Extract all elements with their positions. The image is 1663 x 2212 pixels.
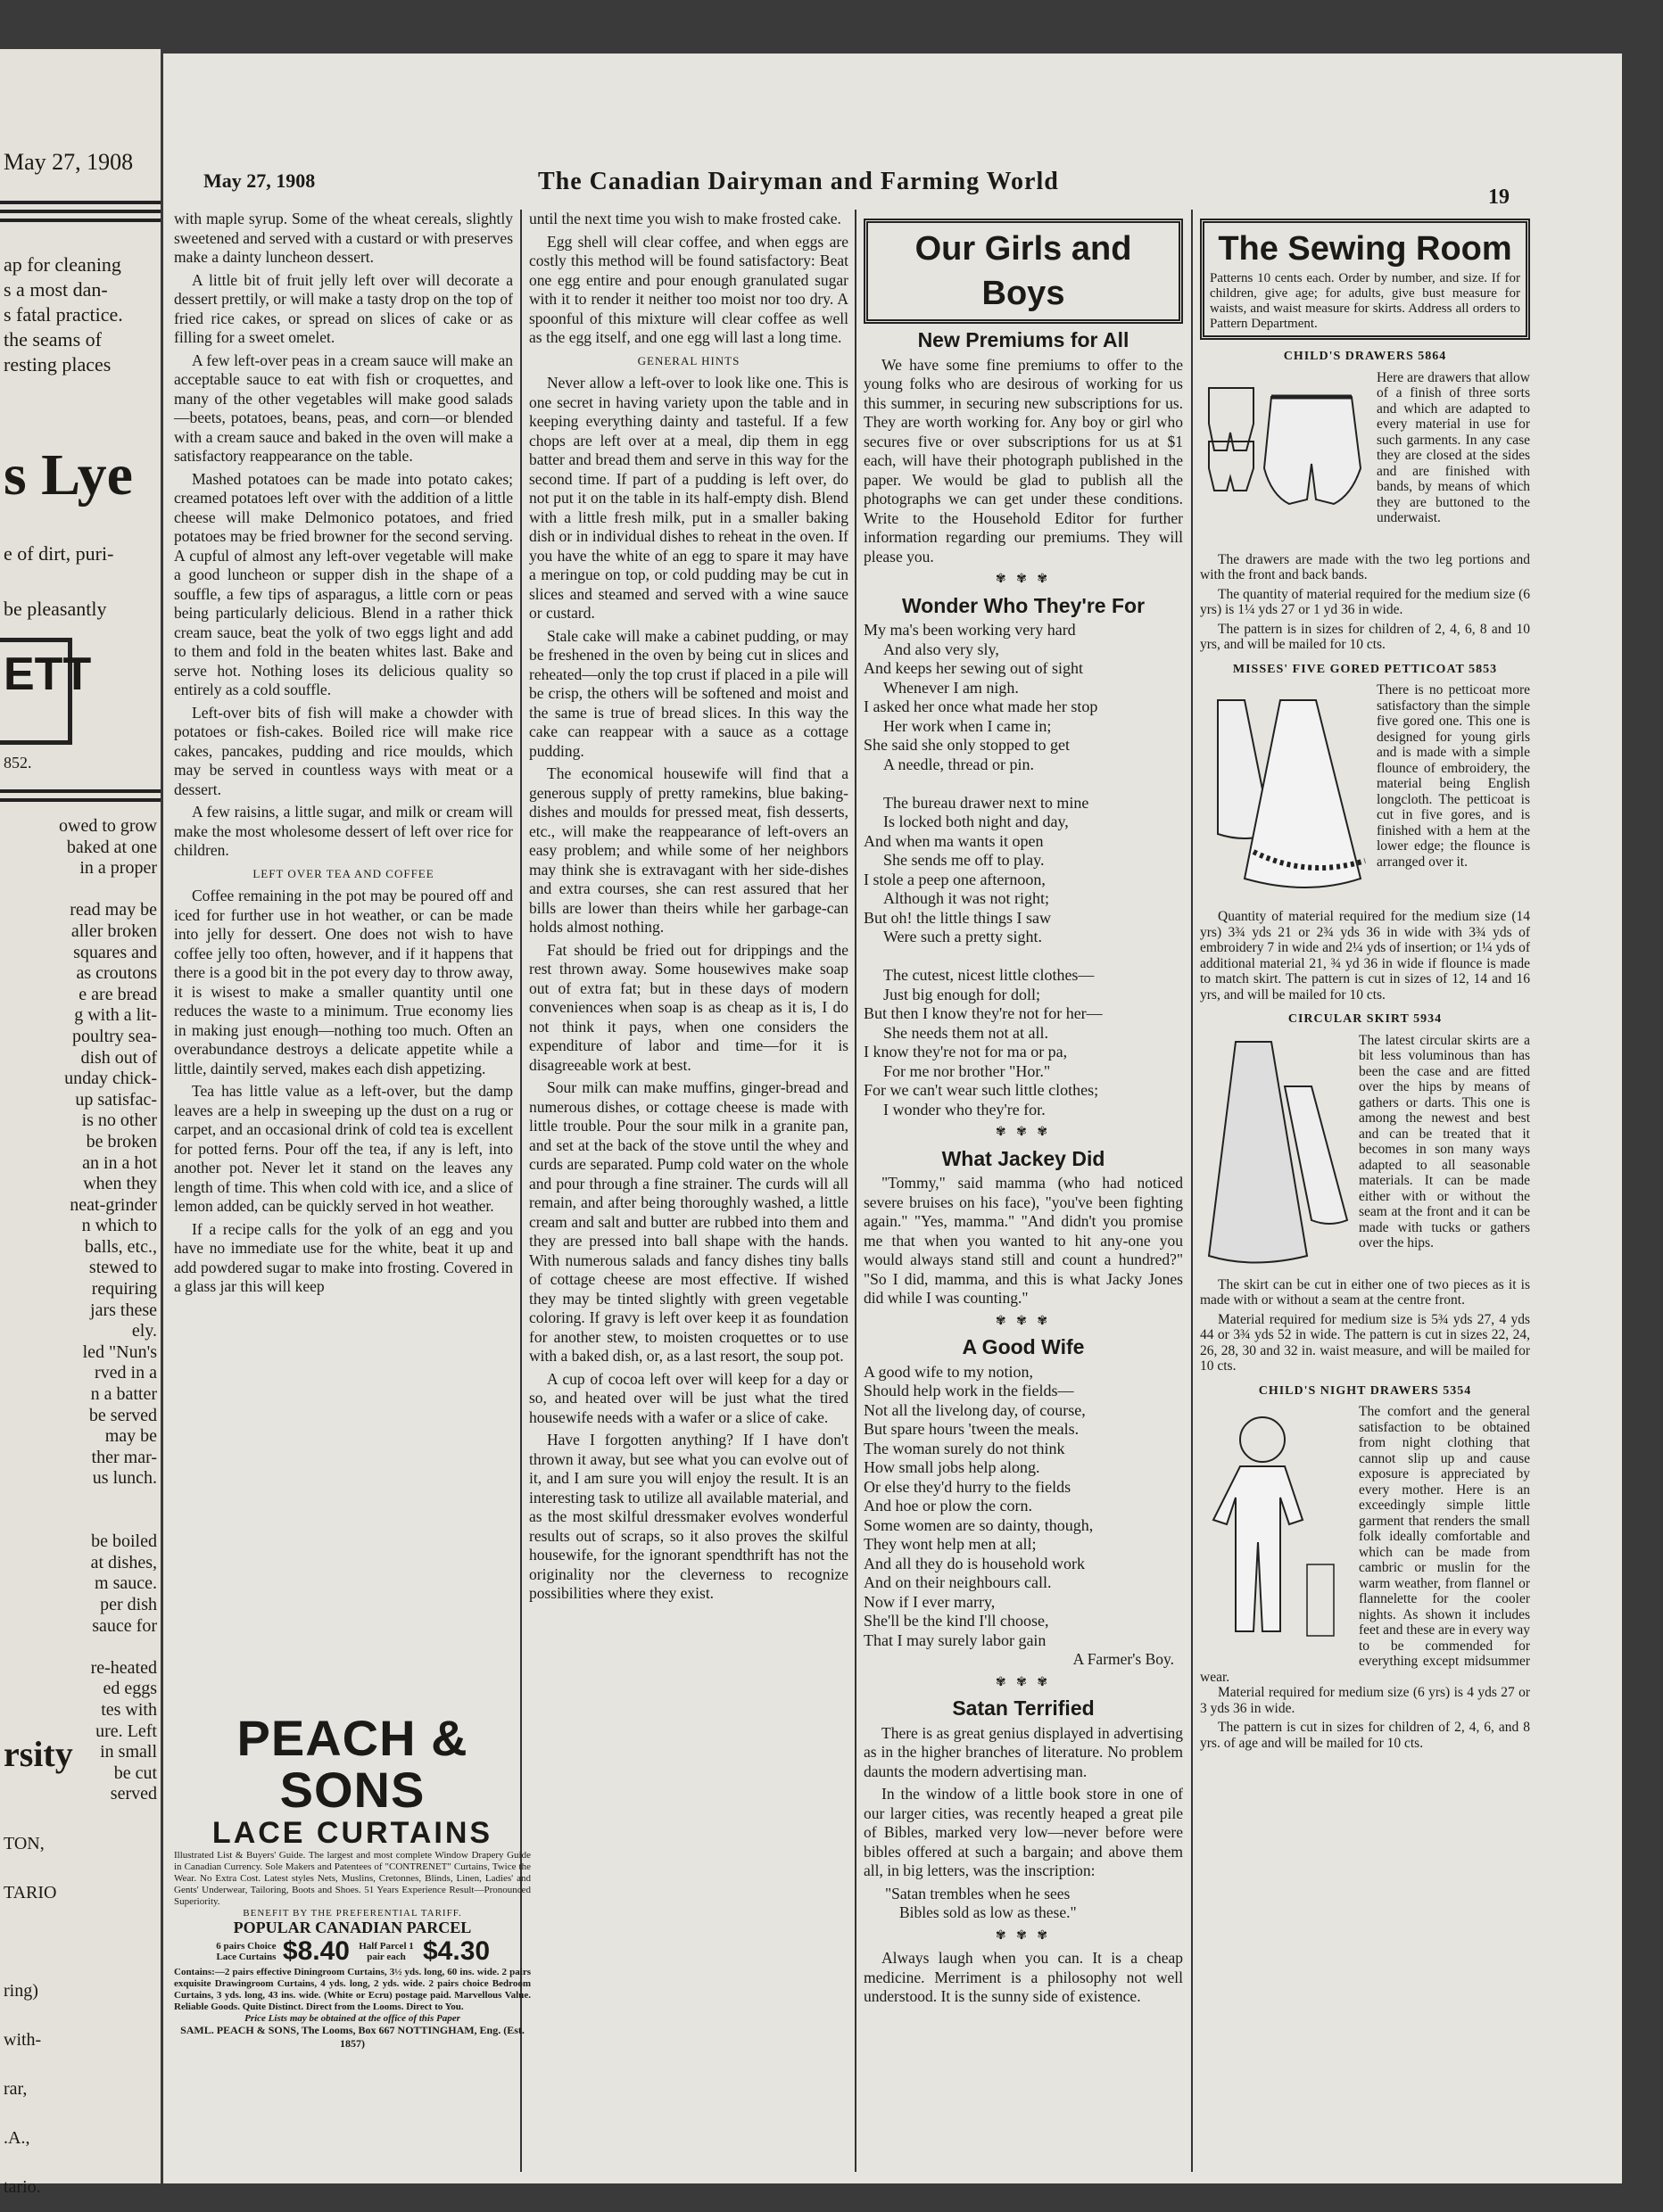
text-line: TON, (4, 1834, 45, 1853)
poem-good-wife (864, 1363, 1183, 1651)
page-number: 19 (1488, 186, 1510, 209)
paragraph: "Tommy," said mamma (who had noticed severe bruises on his face), "you've been fighting again." "Yes, mamma." "And didn't you promise me that when you wanted to hit any-one you would always stand still and count a hundred?" "So I did, mamma, and this is what Jacky Jones did while I was counting." (864, 1174, 1183, 1307)
paragraph: There is as great genius displayed in advertising as in the higher branches of literature. No problem daunts the modern advertising man. (864, 1723, 1183, 1780)
petticoat-illustration (1200, 682, 1369, 905)
pattern-title: CIRCULAR SKIRT 5934 (1287, 1012, 1443, 1026)
pattern-title: MISSES' FIVE GORED PETTICOAT 5853 (1232, 662, 1498, 676)
previous-page-date: May 27, 1908 (4, 149, 134, 175)
poem-line: The cutest, nicest little clothes— (883, 966, 1095, 984)
text-line: ely. (131, 1321, 157, 1341)
paragraph: Material required for medium size is 5¾ yds 27, 4 yds 44 or 3¾ yds 52 in wide. The pattern is cut in sizes 22, 24, 26, 28, 30 and 32 in. waist measure, and will be mailed for 10 cts. (1200, 1311, 1530, 1374)
ad-box-text: ETT (4, 648, 92, 700)
poem-line: She'll be the kind I'll choose, (864, 1612, 1049, 1630)
text-line: be cut (113, 1762, 157, 1783)
signature: A Farmer's Boy. (1072, 1650, 1174, 1668)
poem-line: And when ma wants it open (864, 831, 1044, 850)
paragraph: A few raisins, a little sugar, and milk or cream will make the most wholesome dessert of left over rice for children. (174, 803, 513, 859)
ad-price-row (174, 1936, 531, 1967)
ad-contents: Contains:—2 pairs effective Diningroom Curtains, 3½ yds. long, 60 ins. wide. 2 pairs exquisite Drawingroom Curtains, 4 yds. long, 2 yds. wide. 2 pairs choice Bedroom Curtains, 3 yds. long, 43 ins. wide. (White or Ecru) postage paid. Marvellous Value. Reliable Goods. Quite Distinct. Direct from the Looms. Direct to You. (174, 1967, 531, 2012)
text-line: in a proper (79, 858, 157, 879)
poem-line: For me nor brother "Hor." (883, 1061, 1051, 1080)
text-line (4, 879, 157, 901)
poem-line: And hoe or plow the corn. (864, 1497, 1032, 1515)
article-heading: Wonder Who They're For (901, 593, 1146, 617)
article-heading: New Premiums for All (917, 328, 1129, 351)
ornament: ✾ ✾ ✾ (995, 1314, 1052, 1328)
paragraph: Never allow a left-over to look like one. This is one secret in having variety upon the table and in keeping everything dainty and tasteful. If a few chops are left over at a meal, dip them in egg batter and bread them and serve in this way for the second time. If part of a pudding is left over, do not put it on the table in its half-empty dish. Blend with a little fresh milk, put in a smaller baking dish or in individual dishes to reheat in the oven. If you have the white of an egg to spare it may have a meringue on top, or cold pudding may be cut in slices and steamed and served with a wine sauce or custard. (529, 374, 848, 622)
paragraph: The pattern is in sizes for children of 2, 4, 6, 8 and 10 yrs, and will be mailed for 10 cts. (1200, 621, 1530, 652)
previous-page-lower (4, 1820, 157, 2212)
ad-parcel-title: POPULAR CANADIAN PARCEL (233, 1919, 472, 1936)
paragraph: Coffee remaining in the pot may be poured off and iced for further use in hot weather, or can be made into jelly for dessert. One does not wish to have coffee jelly too often, however, and if it happens that there is a good bit in the pot every day to throw away, it is wisest to make a smaller quantity until one reduces the waste to a minimum. True economy lies in making just enough—nothing too much. Often an overabundance destroys a delicate appetite while a little, daintily served, makes each dish appetizing. (174, 887, 513, 1077)
poem-line: How small jobs help along. (864, 1458, 1040, 1476)
text-line: stewed to (88, 1258, 157, 1278)
text-line: TARIO (4, 1883, 57, 1902)
paragraph: Always laugh when you can. It is a cheap medicine. Merriment is a philosophy not well understood. It is the sunny side of existence. (864, 1949, 1183, 2005)
divider (0, 201, 161, 204)
paragraph: Left-over bits of fish will make a chowder with potatoes or fish-cakes. Boiled rice will make rice cakes, pancakes, pudding and rice moulds, which may be served in countless ways with meat or a dessert. (174, 703, 513, 798)
ad-pairs: 6 pairs Choice Lace Curtains (216, 1941, 277, 1962)
text-line: g with a lit- (74, 1005, 157, 1026)
night-drawers-illustration (1200, 1404, 1352, 1654)
text-line: n which to (81, 1216, 157, 1236)
quote-line: "Satan trembles when he sees (885, 1884, 1071, 1902)
divider (0, 219, 161, 222)
ad-address: SAML. PEACH & SONS, The Looms, Box 667 NOTTINGHAM, Eng. (Est. 1857) (180, 2024, 525, 2050)
paragraph: with maple syrup. Some of the wheat cereals, slightly sweetened and served with a custard or with preserves make a dainty luncheon dessert. (174, 210, 514, 266)
ad-price-lists: Price Lists may be obtained at the office of this Paper (244, 2013, 460, 2024)
text-line: unday chick- (64, 1069, 157, 1089)
masthead-title: The Canadian Dairyman and Farming World (538, 168, 1059, 195)
text-line: poultry sea- (72, 1026, 157, 1046)
poem-line: Her work when I came in; (883, 716, 1052, 735)
article-heading: What Jackey Did (941, 1146, 1105, 1170)
poem-line: Whenever I am nigh. (883, 678, 1019, 697)
divider (0, 210, 161, 213)
text-line: ring) (4, 1981, 38, 2001)
ad-price: $4.30 (423, 1936, 491, 1966)
previous-page-edge (0, 49, 161, 2197)
poem-line: And on their neighbours call. (864, 1573, 1052, 1591)
poem-line: For we can't wear such little clothes; (864, 1081, 1099, 1099)
previous-page-column (4, 816, 157, 1805)
poem-line: I asked her once what made her stop (864, 697, 1098, 715)
ornament: ✾ ✾ ✾ (995, 1928, 1052, 1943)
text-line (4, 1490, 157, 1511)
poem-line (864, 947, 1183, 967)
ad-blurb: Illustrated List & Buyers' Guide. The largest and most complete Window Drapery Guide in Canadian Currency. Sole Makers and Patentees of "CONTRENET" Curtains, Twice the Wear. No Extra Cost. Latest styles Nets, Muslins, Cretonnes, Blinds, Linen, Ladies' and Gents' Underwear, Tailoring, Boots and Shoes. 51 Years Experience Result—Pronounced Superiority. (174, 1850, 531, 1907)
ad-half-parcel: Half Parcel 1 pair each (359, 1941, 414, 1962)
text-line: aller broken (70, 920, 157, 941)
poem-line: Is locked both night and day, (883, 813, 1069, 830)
text-line: ure. Left (95, 1721, 157, 1741)
article-heading: A Good Wife (962, 1335, 1085, 1358)
section-title: Our Girls and Boys (914, 230, 1132, 312)
poem-wonder (864, 621, 1183, 1119)
text-line (4, 1918, 157, 1967)
paragraph: The quantity of material required for the medium size (6 yrs) is 1¼ yds 27 or 1 yd 36 in wide. (1200, 586, 1530, 617)
column-2 (529, 210, 848, 1607)
poem-line: And all they do is household work (864, 1554, 1085, 1572)
poem-line: Some women are so dainty, though, (864, 1515, 1094, 1534)
pattern-description: The comfort and the general satisfaction to be obtained from night clothing that cannot slip up and cause exposure is appreciated by every mother. Here is an exceedingly simple little garment that renders the small folk ideally comfortable and which can be made from cambric or muslin for the warm weather, from flannel or flannelette for the cooler nights. As shown it includes feet and these are in every way to be commended for everything except midsummer wear. (1200, 1404, 1530, 1685)
childs-drawers-illustration (1200, 370, 1369, 549)
section-intro: Patterns 10 cents each. Order by number, and size. If for children, give age; for adults, give bust measure for waists, and waist measure for skirts. Address all orders to Pattern Department. (1210, 271, 1520, 331)
text-line: served (110, 1784, 157, 1804)
paragraph: If a recipe calls for the yolk of an egg and you have no immediate use for the white, beat it up and add powdered sugar to make into frosting. Covered in a glass jar this will keep (174, 1219, 513, 1295)
poem-line: That I may surely labor gain (864, 1630, 1047, 1649)
ornament: ✾ ✾ ✾ (995, 1126, 1052, 1139)
text-line: n a batter (90, 1384, 157, 1405)
text-line: rar, (4, 2079, 28, 2099)
paragraph: The pattern is cut in sizes for children of 2, 4, 6, and 8 yrs. of age and will be mailed for 10 cts. (1200, 1720, 1530, 1751)
text-line: in small (100, 1742, 157, 1762)
quote-line: Bibles sold as low as these." (899, 1903, 1077, 1921)
subheading: GENERAL HINTS (637, 353, 740, 367)
previous-page-headline: s Lye (4, 442, 133, 508)
poem-line: I know they're not for ma or pa, (864, 1043, 1068, 1061)
paragraph: Fat should be fried out for drippings and the rest thrown away. Some housewives make soap out of extra fat; but in these days of modern conveniences when soap is as cheap as it is, I do not think it pays, when one considers the expenditure of labor and time—for it is disagreeable work at best. (529, 940, 848, 1074)
ornament: ✾ ✾ ✾ (995, 573, 1052, 586)
text-line (4, 1637, 157, 1658)
text-line: may be (104, 1426, 157, 1447)
text-line: tes with (101, 1699, 157, 1720)
poem-line: A good wife to my notion, (864, 1362, 1033, 1381)
paragraph: until the next time you wish to make frosted cake. (529, 210, 841, 227)
previous-page-ad-box (0, 638, 92, 745)
sewing-room-header-box (1200, 219, 1530, 340)
poem-line: She said she only stopped to get (864, 736, 1070, 754)
paragraph: We have some fine premiums to offer to the young folks who are desirous of working for us this summer, in securing new subscriptions for us. They are worth working for. Any boy or girl who secures five or over subscriptions for us at $1 each, will have their photograph published in the paper. We would be glad to publish all the photographs we can get under these conditions. Write to the Household Editor for further information regarding our premiums. They will please you. (864, 355, 1183, 565)
poem-line: And keeps her sewing out of sight (864, 659, 1083, 677)
circular-skirt-illustration (1200, 1033, 1352, 1274)
text-line: m sauce. (95, 1573, 157, 1594)
divider (0, 789, 161, 793)
poem-line: Or else they'd hurry to the fields (864, 1477, 1071, 1496)
divider (0, 798, 161, 802)
poem-line: But spare hours 'tween the meals. (864, 1420, 1080, 1438)
poem-line: But then I know they're not for her— (864, 1004, 1103, 1022)
paragraph: The drawers are made with the two leg portions and with the front and back bands. (1200, 551, 1530, 582)
text-line: ed eggs (103, 1679, 157, 1699)
poem-line: I stole a peep one afternoon, (864, 870, 1046, 888)
text-line: squares and (73, 942, 157, 962)
text-line: be broken (86, 1131, 157, 1151)
peach-sons-advertisement (174, 1710, 531, 2087)
poem-line (864, 774, 1183, 794)
poem-line: A needle, thread or pin. (883, 755, 1034, 773)
paragraph: A few left-over peas in a cream sauce will make an acceptable sauce to eat with fish or croquettes, and many of the other vegetables will make good salads—beets, potatoes, beans, peas, and corn—or blended with a cream sauce and baked in the oven will make a satisfactory reappearance on the table. (174, 351, 513, 465)
ad-company-name: PEACH & SONS (236, 1710, 468, 1818)
text-line: be boiled (91, 1531, 157, 1552)
ornament: ✾ ✾ ✾ (995, 1675, 1052, 1689)
poem-line: I wonder who they're for. (883, 1100, 1046, 1118)
column-rule (855, 210, 856, 2172)
newspaper-page (163, 54, 1622, 2183)
poem-line: Just big enough for doll; (883, 985, 1040, 1003)
text-line: be served (88, 1405, 157, 1425)
previous-page-ad (4, 1735, 157, 1774)
poem-line: And also very sly, (883, 640, 999, 658)
text-line: rved in a (95, 1363, 157, 1383)
text-line: requiring (91, 1279, 157, 1300)
pattern-description: Here are drawers that allow of a finish of three sorts and which are adapted to every material in use for such garments. In any case they are closed at the sides and are finished with bands, by means of which they are buttoned to the underwaist. (1377, 369, 1530, 525)
girls-boys-header-box (864, 219, 1183, 324)
text-line: is no other (81, 1110, 157, 1131)
ad-price: $8.40 (282, 1936, 350, 1966)
ad-product: LACE CURTAINS (211, 1816, 493, 1850)
subheading: LEFT OVER TEA AND COFFEE (252, 866, 434, 880)
text-line: us lunch. (92, 1468, 157, 1489)
poem-line: She sends me off to play. (883, 851, 1045, 869)
text-line: s a most dan- (4, 278, 108, 301)
text-line: an in a hot (82, 1152, 157, 1173)
paragraph: Have I forgotten anything? If I have don't thrown it away, but see what you can evolve out of it, and I am sure you will enjoy the result. It is an interesting task to utilize all available material, and as the most skilful dressmaker evolves wonderful results out of scraps, so it also proves the skilful housewife, for the ignorant spendthrift has not the originality nor the cleverness to recognize possibilities where they exist. (529, 1431, 848, 1602)
poem-line: Although it was not right; (883, 889, 1049, 907)
paragraph: Material required for medium size (6 yrs) is 4 yds 27 or 3 yds 36 in wide. (1200, 1685, 1530, 1716)
column-4 (1200, 219, 1530, 1754)
paragraph: Stale cake will make a cabinet pudding, or may be freshened in the oven by being cut in slices and reheated—only the top crust if placed in a pile will be crisp, the others will be softened and moist and the same is true of bread slices. In this way the cake can reappear with a sauce as a cottage pudding. (529, 626, 848, 760)
text-line: the seams of (4, 328, 102, 351)
poem-line: She needs them not at all. (883, 1023, 1048, 1042)
poem-line: The woman surely do not think (864, 1439, 1065, 1457)
previous-page-subtext (4, 526, 113, 637)
paragraph: Mashed potatoes can be made into potato cakes; creamed potatoes left over with the addition of a little cheese will make Delmonico potatoes, and fried potatoes may be fried browner for the second serving. A cupful of almost any left-over vegetable will make a good luncheon or supper dish in the shape of a souffle, a few tips of asparagus, a little corn or peas being particularly delicious. Blend in a rather thick cream sauce, beat the yolk of two eggs light and add to them and fold in the beaten whites last. Bake and serve hot. Nothing loses its delicious quality so entirely as a cold souffle. (174, 469, 513, 698)
poem-line: But oh! the little things I saw (864, 908, 1051, 927)
column-1 (174, 210, 513, 1300)
text-line: per dish (100, 1594, 157, 1614)
poem-line: Should help work in the fields— (864, 1382, 1074, 1399)
page-date: May 27, 1908 (203, 169, 316, 192)
column-rule (1191, 210, 1193, 2172)
text-line (4, 1511, 157, 1532)
poem-line: Were such a pretty sight. (883, 928, 1042, 945)
text-line: with- (4, 2030, 42, 2050)
text-line: read may be (70, 900, 157, 920)
paragraph: Quantity of material required for the medium size (14 yrs) 3¾ yds 21 or 2¾ yds 36 in wide with 3¾ yds of embroidery 7 in wide and 2¼ yds of insertion; or 1¼ yds of additional material 21, ¾ yd 36 in wide if flounce is made to match skirt. The pattern is cut in sizes of 12, 14 and 16 yrs, and will be mailed for 10 cts. (1200, 909, 1530, 1003)
paragraph: The skirt can be cut in either one of two pieces as it is made with or without a seam at the centre front. (1200, 1276, 1530, 1308)
poem-line: The bureau drawer next to mine (883, 793, 1089, 812)
text-line: re-heated (90, 1657, 157, 1678)
article-heading: Satan Terrified (952, 1696, 1095, 1720)
previous-page-text (4, 252, 155, 377)
text-line: s fatal practice. (4, 303, 123, 326)
text-line: up satisfac- (75, 1089, 157, 1110)
column-3 (864, 219, 1183, 2010)
text-line: be pleasantly (4, 598, 107, 620)
section-title: The Sewing Room (1218, 230, 1512, 268)
text-line: owed to grow (59, 816, 157, 836)
text-line: tario. (4, 2177, 41, 2197)
text-line: ther mar- (91, 1447, 157, 1467)
text-line: resting places (4, 353, 112, 376)
text-line: led "Nun's (82, 1341, 157, 1362)
text-line: e are bread (79, 984, 157, 1004)
year-text: 852. (4, 754, 32, 772)
paragraph: Egg shell will clear coffee, and when eggs are costly this method will be found satisfactory: Beat one egg entire and pour enough granulated sugar with it to render it neither too moist nor too dry. A spoonful of this mixture will clear coffee as well as the egg itself, and one egg will last a long time. (529, 232, 848, 346)
text-line: at dishes, (90, 1552, 157, 1572)
paragraph: Sour milk can make muffins, ginger-bread and numerous dishes, or cottage cheese is made with little trouble. Pour the sour milk in a granite pan, and set at the back of the stove until the whey and curds are separated. Pump cold water on the whole and pour through a fine strainer. The curds will all remain, and after being thoroughly washed, a little cream and salt and butter are rubbed into them and they are pressed into ball shape with the hands. With numerous salads and fancy dishes tiny balls of cottage cheese are most effective. If wished they may be tinted slightly with green vegetable coloring. If gravy is left over keep it as foundation for another stew, to moisten croquettes or to use with a baked dish, or, as a last resort, the soup pot. (529, 1078, 848, 1365)
pattern-description: The latest circular skirts are a bit less voluminous than has been the case and are fitted over the hips by means of gathers or darts. This one is among the newest and best and can be treated that it becomes in son many ways adapted to all seasonable materials. It can be made either with or without the seam at the front and it can be made with tucks or gathers over the hips. (1359, 1032, 1530, 1250)
text-line: baked at one (66, 837, 157, 857)
text-line: neat-grinder (70, 1194, 157, 1215)
poem-line: Not all the livelong day, of course, (864, 1400, 1086, 1419)
poem-line: My ma's been working very hard (864, 621, 1076, 639)
text-line: balls, etc., (84, 1236, 157, 1257)
pattern-title: CHILD'S NIGHT DRAWERS 5354 (1258, 1383, 1472, 1398)
text-line: dish out of (80, 1047, 157, 1068)
paragraph: Tea has little value as a left-over, but the damp leaves are a help in sweeping up the dust on a rug or carpet, and an occasional drink of cold tea is excellent for potted ferns. Pour off the tea, if any is left, into another pot. Never let it stand on the leaves any length of time. This when cold with ice, and a slice of lemon added, can be quickly served in hot weather. (174, 1082, 513, 1215)
ad-text: rsity (4, 1734, 73, 1774)
text-line: e of dirt, puri- (4, 542, 114, 565)
pattern-description: There is no petticoat more satisfactory than the simple five gored one. This one is designed for young girls and is made with a simple flounce of embroidery, the material being English longcloth. The petticoat is cut in five gores, and is finished with a hem at the lower edge; the flounce is arranged over it. (1377, 682, 1530, 870)
text-line: as croutons (76, 963, 157, 984)
text-line: sauce for (92, 1615, 157, 1636)
paragraph: A cup of cocoa left over will keep for a day or so, and heated over will be just what the tired housewife needs with a wafer or a slice of cake. (529, 1369, 848, 1426)
text-line: when they (83, 1174, 157, 1194)
poem-line: They wont help men at all; (864, 1535, 1037, 1553)
text-line: jars these (90, 1300, 157, 1320)
paragraph: In the window of a little book store in one of our larger cities, was recently heaped a great pile of Bibles, marked very low—never before were bibles offered at such a bargain; and above them all, in big letters, was the inscription: (864, 1785, 1183, 1879)
text-line: ap for cleaning (4, 253, 121, 276)
pattern-title: CHILD'S DRAWERS 5864 (1283, 350, 1447, 363)
text-line: .A., (4, 2128, 30, 2148)
poem-line: Now if I ever marry, (864, 1592, 996, 1611)
paragraph: The economical housewife will find that a generous supply of pretty ramekins, blue baking-dishes and moulds for pressed meat, fish desserts, etc., will make the reappearance of left-overs an easy problem; and while some of her neighbors may think she is extravagant with her side-dishes and extra courses, she can rest assured that her bills are lower than theirs while her garbage-can holds almost nothing. (529, 764, 848, 936)
paragraph: A little bit of fruit jelly left over will decorate a dessert prettily, or will make a tasty drop on the top of fried rice cakes, or spread on slices of cake or as filling for a sweet omelet. (174, 270, 513, 346)
ad-benefit: BENEFIT BY THE PREFERENTIAL TARIFF. (243, 1908, 462, 1919)
